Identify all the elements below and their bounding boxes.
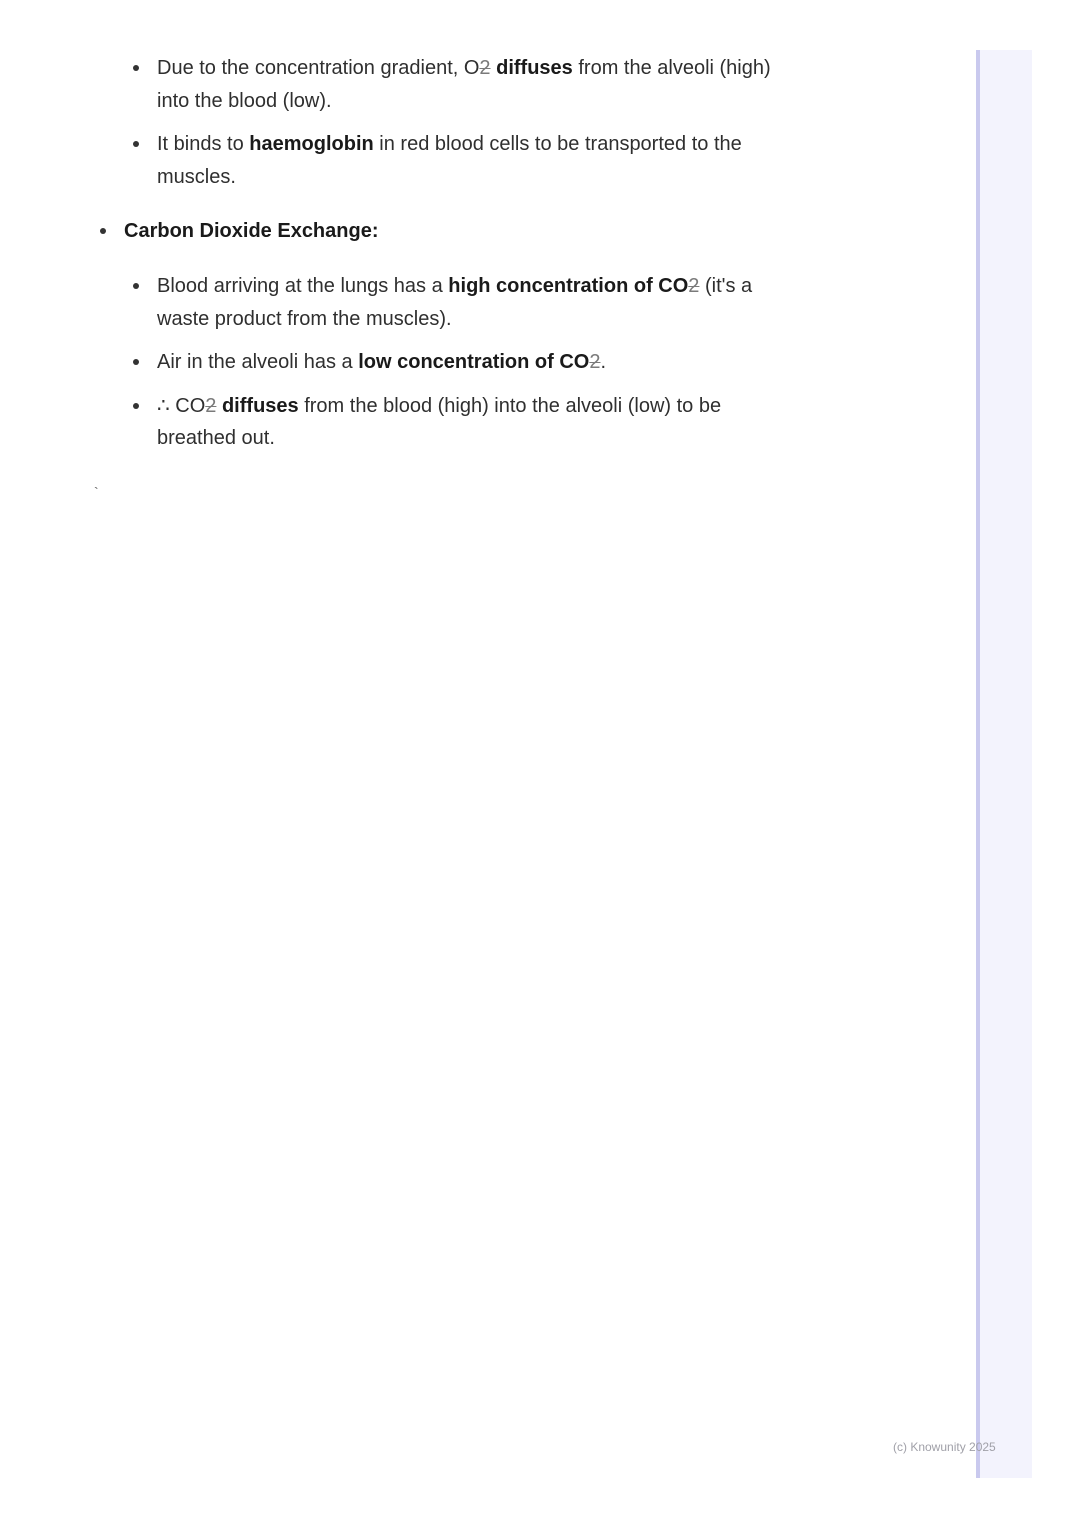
text: Air in the alveoli has a — [157, 351, 359, 373]
oxygen-point-1-line-1 — [157, 52, 771, 84]
bullet-icon — [100, 228, 106, 234]
bold-term: diffuses — [496, 57, 573, 79]
co2-point-1-line-1 — [157, 270, 752, 302]
oxygen-point-1-line-2: into the blood (low). — [157, 90, 332, 112]
text: Blood arriving at the lungs has a — [157, 275, 449, 297]
text: (it's a — [699, 275, 753, 297]
subscript: 2 — [589, 351, 601, 373]
co2-point-3-line-1 — [157, 390, 721, 422]
co2-point-1-line-2: waste product from the muscles). — [157, 308, 452, 330]
subscript: 2 — [688, 275, 700, 297]
oxygen-point-2-line-2: muscles. — [157, 166, 236, 188]
copyright-footer: (c) Knowunity 2025 — [893, 1440, 996, 1454]
bullet-icon — [133, 65, 139, 71]
text: from the alveoli (high) — [572, 57, 771, 79]
subscript: 2 — [479, 57, 491, 79]
page-sidebar-panel — [976, 50, 1032, 1478]
page-sidebar-rule — [976, 50, 980, 1478]
section-heading: Carbon Dioxide Exchange: — [124, 220, 379, 242]
bold-term: high concentration of CO — [448, 275, 689, 297]
text: ∴ CO — [157, 395, 206, 417]
bold-term: low concentration of CO — [358, 351, 590, 373]
text: . — [600, 351, 607, 373]
bullet-icon — [133, 359, 139, 365]
text: Due to the concentration gradient, O — [157, 57, 480, 79]
bold-term: diffuses — [221, 395, 299, 417]
text: from the blood (high) into the alveoli (low) to be — [298, 395, 722, 417]
bold-term: haemoglobin — [249, 133, 374, 155]
subscript: 2 — [205, 395, 217, 417]
co2-point-3-line-2: breathed out. — [157, 427, 275, 449]
bullet-icon — [133, 403, 139, 409]
co2-point-2-line-1 — [157, 346, 606, 378]
bullet-icon — [133, 141, 139, 147]
stray-mark: ` — [94, 484, 99, 500]
text: in red blood cells to be transported to the — [373, 133, 742, 155]
text: It binds to — [157, 133, 250, 155]
oxygen-point-2-line-1 — [157, 128, 742, 160]
bullet-icon — [133, 283, 139, 289]
